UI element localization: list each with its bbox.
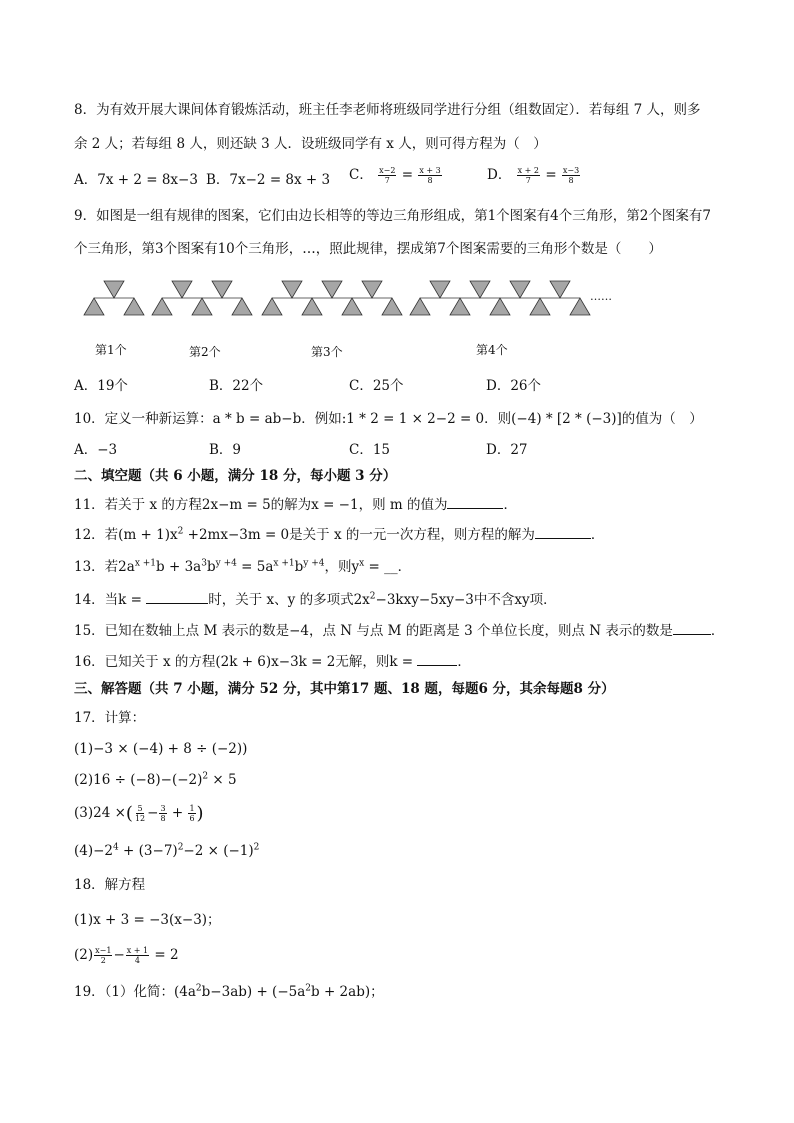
q10-line1: 10．定义一种新运算：a * b = ab−b．例如:1 * 2 = 1 × 2−2 = 0．则(−4) * [2 * (−3)]的值为（ ） <box>74 411 703 427</box>
fraction: $\frac{x + 2}{7}$ <box>517 166 540 185</box>
upward-triangle <box>342 298 362 315</box>
fraction: $\frac{5}{12}$ <box>134 804 146 823</box>
fraction: $\frac{3}{8}$ <box>160 804 166 823</box>
answer-blank <box>447 496 503 509</box>
upward-triangle <box>152 298 172 315</box>
answer-blank <box>535 526 591 539</box>
q10-option-c: C．15 <box>349 442 391 458</box>
q17-part1: (1)−3 × (−4) + 8 ÷ (−2)) <box>74 741 248 757</box>
fraction: $\frac{x-2}{7}$ <box>379 166 396 185</box>
figure-ellipsis: …… <box>590 290 612 303</box>
upward-triangle <box>490 298 510 315</box>
q19: 19．（1）化简：$(4a^2b-3ab) + (-5a^2b + 2ab)$； <box>74 983 384 1000</box>
upward-triangle <box>192 298 212 315</box>
answer-blank <box>417 653 457 666</box>
q12: 12．若$(m + 1)x^2 +2mx-3m = 0$是关于 x 的一元一次方程，则方程的解为 ． <box>74 526 605 543</box>
downward-triangle <box>362 281 382 298</box>
downward-triangle <box>282 281 302 298</box>
downward-triangle <box>172 281 192 298</box>
q18-title: 18．解方程 <box>74 877 146 893</box>
q8-option-c-label: C． <box>349 167 373 183</box>
figure-caption-3: 第3个 <box>311 345 343 359</box>
downward-triangle <box>322 281 342 298</box>
q9-option-d: D．26个 <box>486 378 542 394</box>
answer-blank <box>673 622 711 635</box>
downward-triangle <box>430 281 450 298</box>
q8-option-b: B．7x−2 = 8x + 3 <box>206 172 331 188</box>
q9-line2: 个三角形，第3个图案有10个三角形，…，照此规律，摆成第7个图案需要的三角形个数是（ ） <box>74 241 662 257</box>
fraction: $\frac{x-1}{2}$ <box>95 946 112 965</box>
upward-triangle <box>124 298 144 315</box>
q17-part3: (3)24 ×( $\frac{5}{12}$ − $\frac{3}{8}$ + $\frac{1}{6}$ ) <box>74 802 204 824</box>
upward-triangle <box>232 298 252 315</box>
q8-option-d-label: D． <box>487 167 512 183</box>
q8-line2: 余 2 人；若每组 8 人，则还缺 3 人．设班级同学有 x 人，则可得方程为（ ） <box>74 136 547 152</box>
figure-caption-4: 第4个 <box>476 343 508 357</box>
downward-triangle <box>470 281 490 298</box>
triangle-pattern-figure <box>80 276 640 336</box>
q8-line1: 8．为有效开展大课间体育锻炼活动，班主任李老师将班级同学进行分组（组数固定）．若每组 7 人，则多 <box>74 102 701 118</box>
q9-option-c: C．25个 <box>349 378 404 394</box>
upward-triangle <box>530 298 550 315</box>
q14: 14．当k = 时，关于 x、y 的多项式$2x^2-3kxy-5xy-3$中不含xy项． <box>74 591 557 608</box>
upward-triangle <box>410 298 430 315</box>
q18-part2: (2) $\frac{x-1}{2}$ − $\frac{x + 1}{4}$ = 2 <box>74 946 179 965</box>
q11: 11．若关于 x 的方程2x−m = 5的解为x = −1，则 m 的值为 ． <box>74 497 517 513</box>
q9-line1: 9．如图是一组有规律的图案，它们由边长相等的等边三角形组成，第1个图案有4个三角形，第2个图案有7 <box>74 208 711 224</box>
triangle-pattern-group <box>84 281 590 315</box>
q17-part4: $(4)-2^4 + (3-7)^2-2 \times (-1)^2$ <box>74 842 260 859</box>
upward-triangle <box>570 298 590 315</box>
q17-part2: $(2)16 \div (-8)-(-2)^2 \times 5$ <box>74 771 237 788</box>
downward-triangle <box>510 281 530 298</box>
downward-triangle <box>212 281 232 298</box>
q13: 13．若$2a^{x +1}b + 3a^3b^{y +4} = 5a^{x +1}b^{y +4}$，则$y^x$ = __． <box>74 558 412 575</box>
upward-triangle <box>382 298 402 315</box>
q15: 15．已知在数轴上点 M 表示的数是−4，点 N 与点 M 的距离是 3 个单位长度，则点 N 表示的数是 ． <box>74 623 725 639</box>
fraction: $\frac{1}{6}$ <box>189 804 195 823</box>
section-fill-in-heading: 二、填空题（共 6 小题，满分 18 分，每小题 3 分） <box>74 468 397 484</box>
q8-option-c: C． $\frac{x-2}{7}$ = $\frac{x + 3}{8}$ <box>349 166 441 185</box>
answer-blank <box>146 591 208 604</box>
q9-option-a: A．19个 <box>74 378 128 394</box>
q10-option-b: B．9 <box>209 442 242 458</box>
fraction: $\frac{x + 1}{4}$ <box>126 946 149 965</box>
q16: 16．已知关于 x 的方程(2k + 6)x−3k = 2无解，则k = ． <box>74 654 471 670</box>
upward-triangle <box>262 298 282 315</box>
upward-triangle <box>302 298 322 315</box>
q8-option-a: A．7x + 2 = 8x−3 <box>74 172 198 188</box>
downward-triangle <box>550 281 570 298</box>
q10-option-a: A．−3 <box>74 442 118 458</box>
q8-option-d: D． $\frac{x + 2}{7}$ = $\frac{x-3}{8}$ <box>487 166 580 185</box>
upward-triangle <box>84 298 104 315</box>
q10-option-d: D．27 <box>486 442 528 458</box>
fraction: $\frac{x-3}{8}$ <box>562 166 580 185</box>
figure-caption-1: 第1个 <box>95 343 127 357</box>
fraction: $\frac{x + 3}{8}$ <box>419 166 441 185</box>
section-solve-heading: 三、解答题（共 7 小题，满分 52 分，其中第17 题、18 题，每题6 分，其余每题8 分） <box>74 681 615 697</box>
figure-caption-2: 第2个 <box>189 345 221 359</box>
downward-triangle <box>104 281 124 298</box>
upward-triangle <box>450 298 470 315</box>
q18-part1: (1)x + 3 = −3(x−3)； <box>74 912 221 928</box>
q9-option-b: B．22个 <box>209 378 264 394</box>
q17-title: 17．计算： <box>74 710 146 726</box>
